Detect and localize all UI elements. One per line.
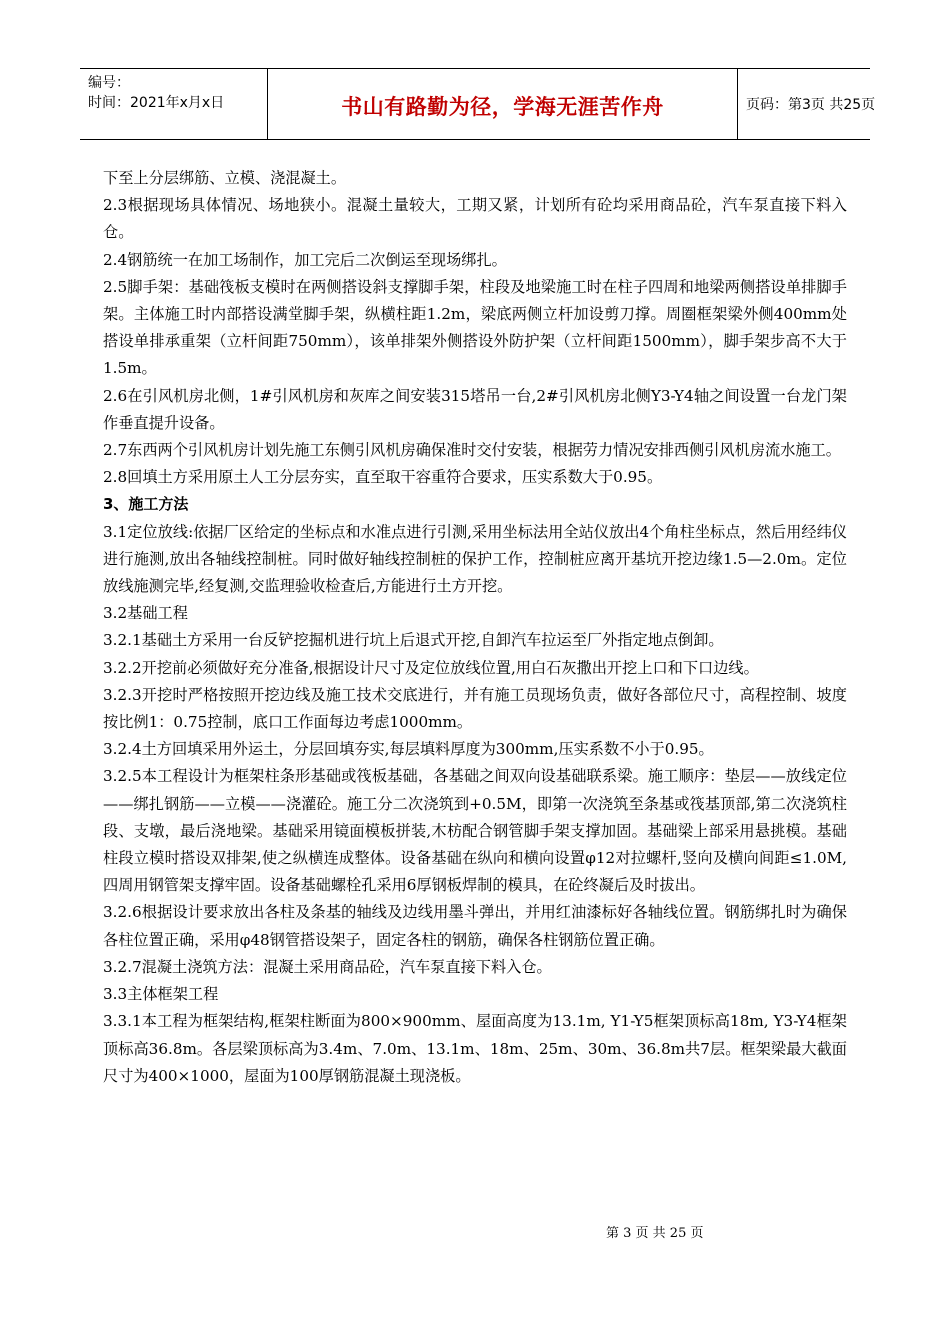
- paragraph: 2.5脚手架：基础筏板支模时在两侧搭设斜支撑脚手架，柱段及地梁施工时在柱子四周和地梁两侧搭设单排脚手架。主体施工时内部搭设满堂脚手架，纵横柱距1.2m，梁底两侧立杆加设剪刀撑。周圈框架梁外侧400mm处搭设单排承重架（立杆间距750mm），该单排架外侧搭设外防护架（立杆间距1500mm），脚手架步高不大于1.5m。: [103, 277, 847, 378]
- subsection-heading: 3.3主体框架工程: [103, 985, 219, 1004]
- header-motto: 书山有路勤为径，学海无涯苦作舟: [341, 95, 664, 119]
- document-date-label: 时间：2021年x月x日: [88, 95, 225, 111]
- paragraph: 3.2.3开挖时严格按照开挖边线及施工技术交底进行，并有施工员现场负责，做好各部位尺寸，高程控制、坡度按比例1：0.75控制，底口工作面每边考虑1000mm。: [103, 685, 847, 732]
- paragraph: 2.3根据现场具体情况、场地狭小。混凝土量较大，工期又紧，计划所有砼均采用商品砼，汽车泵直接下料入仓。: [103, 196, 847, 242]
- paragraph: 下至上分层绑筋、立模、浇混凝土。: [103, 169, 346, 187]
- paragraph: 3.2.2开挖前必须做好充分准备,根据设计尺寸及定位放线位置,用白石灰撒出开挖上口和下口边线。: [103, 658, 759, 677]
- paragraph: 3.1定位放线:依据厂区给定的坐标点和水准点进行引测,采用坐标法用全站仪放出4个角柱坐标点，然后用经纬仪进行施测,放出各轴线控制桩。同时做好轴线控制桩的保护工作，控制桩应离开基坑开挖边缘1.5—2.0m。定位放线施测完毕,经复测,交监理验收检查后,方能进行土方开挖。: [103, 522, 847, 596]
- page-footer: 第 3 页 共 25 页: [606, 1226, 704, 1241]
- subsection-heading: 3.2基础工程: [103, 604, 188, 623]
- page-header: [80, 68, 876, 140]
- document-body: [103, 165, 847, 1090]
- paragraph: 3.2.6根据设计要求放出各柱及条基的轴线及边线用墨斗弹出，并用红油漆标好各轴线位置。钢筋绑扎时为确保各柱位置正确，采用φ48钢管搭设架子，固定各柱的钢筋，确保各柱钢筋位置正确。: [103, 903, 847, 949]
- header-info-cell: [80, 69, 268, 139]
- paragraph: 3.3.1本工程为框架结构,框架柱断面为800×900mm、屋面高度为13.1m, Y1-Y5框架顶标高18m, Y3-Y4框架顶标高36.8m。各层梁顶标高为3.4m、7.0m、13.1m、18m、25m、30m、36.8m共7层。框架梁最大截面尺寸为400×1000，屋面为100厚钢筋混凝土现浇板。: [103, 1012, 847, 1085]
- paragraph: 2.6在引风机房北侧，1#引风机房和灰库之间安装315塔吊一台,2#引风机房北侧Y3-Y4轴之间设置一台龙门架作垂直提升设备。: [103, 386, 847, 432]
- paragraph: 3.2.5本工程设计为框架柱条形基础或筏板基础，各基础之间双向设基础联系梁。施工顺序：垫层——放线定位——绑扎钢筋——立模——浇灌砼。施工分二次浇筑到+0.5M，即第一次浇筑至条基或筏基顶部,第二次浇筑柱段、支墩，最后浇地梁。基础采用镜面模板拼装,木枋配合钢管脚手架支撑加固。基础梁上部采用悬挑模。基础柱段立模时搭设双排架,使之纵横连成整体。设备基础在纵向和横向设置φ12对拉螺杆,竖向及横向间距≤1.0M,四周用钢管架支撑牢固。设备基础螺栓孔采用6厚钢板焊制的模具，在砼终凝后及时拔出。: [103, 767, 847, 895]
- paragraph: 3.2.7混凝土浇筑方法：混凝土采用商品砼，汽车泵直接下料入仓。: [103, 957, 552, 976]
- paragraph: 2.8回填土方采用原土人工分层夯实，直至取干容重符合要求，压实系数大于0.95。: [103, 468, 663, 487]
- header-page-number: 页码：第3页 共25页: [746, 97, 876, 113]
- document-number-label: 编号：: [88, 75, 130, 91]
- section-heading: 3、施工方法: [103, 495, 189, 514]
- paragraph: 3.2.1基础土方采用一台反铲挖掘机进行坑上后退式开挖,自卸汽车拉运至厂外指定地点倒卸。: [103, 631, 724, 650]
- header-page-cell: [738, 69, 876, 139]
- paragraph: 2.7东西两个引风机房计划先施工东侧引风机房确保准时交付安装，根据劳力情况安排西侧引风机房流水施工。: [103, 441, 841, 460]
- header-motto-cell: [268, 69, 738, 139]
- paragraph: 2.4钢筋统一在加工场制作，加工完后二次倒运至现场绑扎。: [103, 250, 507, 269]
- paragraph: 3.2.4土方回填采用外运土，分层回填夯实,每层填料厚度为300mm,压实系数不小于0.95。: [103, 740, 714, 759]
